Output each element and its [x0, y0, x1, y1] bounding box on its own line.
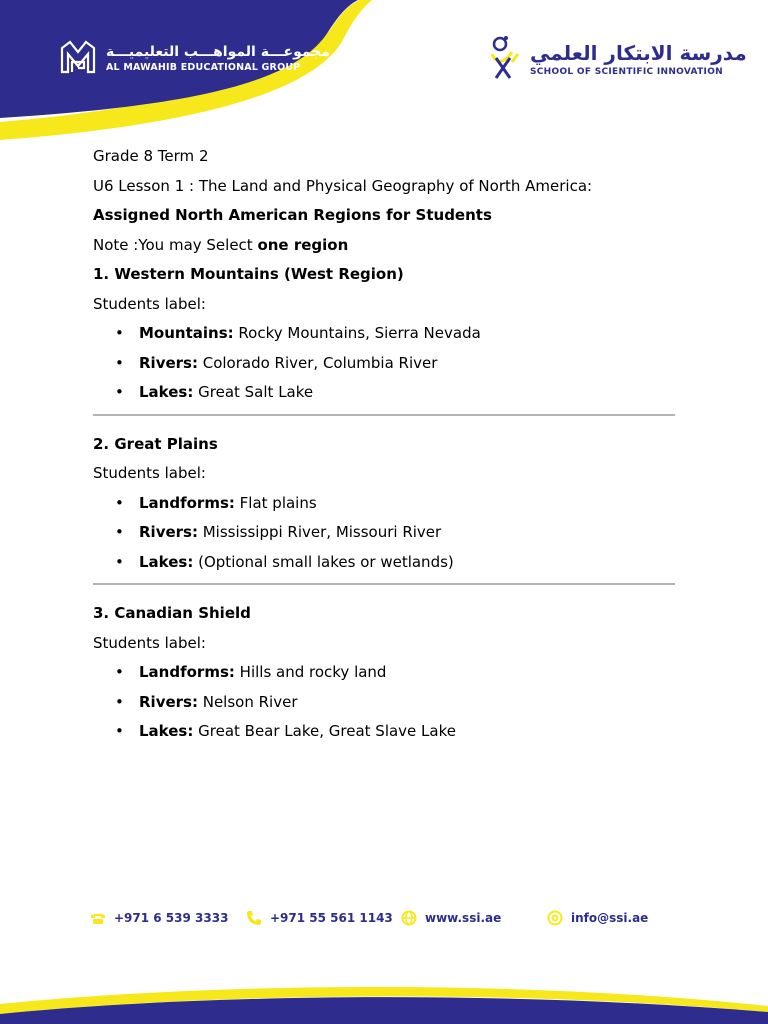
region-list: [93, 489, 683, 578]
bullet-icon: •: [115, 722, 124, 740]
bullet-icon: •: [115, 692, 124, 711]
item-value: Great Bear Lake, Great Slave Lake: [193, 722, 456, 740]
al-mawahib-arabic-name: مجموعـــة المواهـــب التعليميـــة: [106, 43, 331, 60]
list-item: [93, 658, 683, 688]
bullet-icon: •: [115, 324, 124, 342]
item-value: Flat plains: [234, 493, 317, 512]
list-item: [93, 489, 683, 519]
section-divider: [93, 414, 675, 416]
region-section: [93, 260, 683, 416]
al-mawahib-logo: [58, 38, 330, 78]
list-item: [93, 688, 683, 718]
email-link: info@ssi.ae: [571, 911, 649, 925]
lesson-title: U6 Lesson 1 : The Land and Physical Geography of North America:: [93, 176, 593, 195]
item-key: Rivers:: [139, 353, 198, 372]
item-value: Great Salt Lake: [193, 383, 314, 401]
list-item: [93, 518, 683, 548]
item-key: Mountains:: [139, 324, 234, 342]
website-link: www.ssi.ae: [425, 911, 502, 925]
telephone-number: +971 6 539 3333: [114, 911, 229, 925]
item-key: Lakes:: [139, 552, 194, 571]
students-label: Students label:: [93, 294, 206, 313]
list-item: [93, 319, 683, 349]
assignment-heading: Assigned North American Regions for Students: [93, 206, 492, 224]
lightbulb-figure-logo-icon: [486, 34, 526, 84]
item-value: Hills and rocky land: [234, 663, 387, 681]
region-title: 3. Canadian Shield: [93, 604, 251, 622]
region-title: 2. Great Plains: [93, 434, 218, 453]
bullet-icon: •: [115, 663, 124, 681]
telephone-icon: [90, 910, 106, 926]
bullet-icon: •: [115, 523, 124, 541]
list-item: [93, 548, 683, 578]
students-label: Students label:: [93, 464, 206, 482]
section-divider: [93, 583, 675, 585]
item-key: Rivers:: [139, 523, 198, 541]
list-item: [93, 349, 683, 379]
school-english-name: SCHOOL OF SCIENTIFIC INNOVATION: [530, 67, 723, 77]
item-value: (Optional small lakes or wetlands): [193, 552, 454, 571]
students-label: Students label:: [93, 633, 206, 652]
region-list: [93, 658, 683, 747]
item-key: Lakes:: [139, 383, 194, 401]
region-section: [93, 430, 683, 586]
contact-email[interactable]: [547, 910, 648, 926]
school-logo: [486, 34, 747, 84]
mg-monogram-logo-icon: [58, 38, 98, 78]
grade-term: Grade 8 Term 2: [93, 147, 209, 165]
item-key: Landforms:: [139, 663, 235, 681]
region-section: [93, 599, 683, 747]
document-body: [93, 142, 683, 747]
mobile-number: +971 55 561 1143: [270, 911, 393, 925]
item-value: Colorado River, Columbia River: [197, 353, 438, 372]
school-arabic-name: مدرسة الابتكار العلمي: [530, 41, 747, 65]
selection-note: [93, 231, 683, 261]
globe-icon: [401, 910, 417, 926]
region-list: [93, 319, 683, 408]
at-sign-icon: [547, 910, 563, 926]
bullet-icon: •: [115, 353, 124, 372]
mobile-phone-icon: [246, 910, 262, 926]
note-bold: one region: [257, 235, 349, 254]
region-title: 1. Western Mountains (West Region): [93, 265, 404, 283]
bullet-icon: •: [115, 493, 124, 512]
contact-telephone[interactable]: [90, 910, 228, 926]
al-mawahib-english-name: AL MAWAHIB EDUCATIONAL GROUP: [106, 61, 301, 73]
contact-mobile[interactable]: [246, 910, 393, 926]
list-item: [93, 378, 683, 408]
item-key: Lakes:: [139, 722, 194, 740]
item-key: Rivers:: [139, 692, 198, 711]
item-key: Landforms:: [139, 493, 235, 512]
footer-contacts: [0, 910, 768, 932]
note-prefix: Note :You may Select: [93, 235, 258, 254]
bullet-icon: •: [115, 552, 124, 571]
item-value: Rocky Mountains, Sierra Nevada: [233, 324, 481, 342]
item-value: Nelson River: [197, 692, 298, 711]
contact-website[interactable]: [401, 910, 501, 926]
footer-wave: [0, 966, 768, 1024]
item-value: Mississippi River, Missouri River: [197, 523, 442, 541]
bullet-icon: •: [115, 383, 124, 401]
list-item: [93, 717, 683, 747]
